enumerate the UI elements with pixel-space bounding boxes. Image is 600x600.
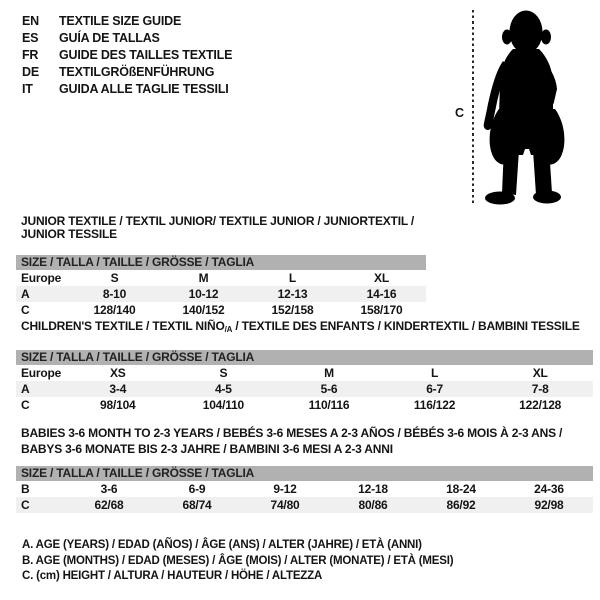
size-table-children	[16, 320, 593, 413]
row-cell: S	[110, 271, 119, 285]
footnote: C. (cm) HEIGHT / ALTURA / HAUTEUR / HÖHE / ALTEZZA	[22, 570, 323, 582]
row-cell: 128/140	[93, 303, 136, 317]
language-code: ES	[22, 31, 39, 45]
table-title-line	[21, 320, 593, 336]
row-cell: 4-5	[215, 382, 232, 396]
table-row	[16, 481, 593, 497]
language-code: IT	[22, 82, 33, 96]
row-label: C	[21, 303, 30, 317]
row-cell: 3-6	[100, 482, 118, 496]
table-title-text: JUNIOR TEXTILE / TEXTIL JUNIOR/ TEXTILE JUNIOR / JUNIORTEXTIL / JUNIOR TESSILE	[21, 214, 415, 241]
table-title-text: BABIES 3-6 MONTH TO 2-3 YEARS / BEBÉS 3-6 MESES A 2-3 AÑOS / BÉBÉS 3-6 MOIS À 2-3 ANS /	[21, 426, 563, 440]
language-row	[22, 47, 232, 64]
row-cell: L	[431, 366, 439, 380]
row-cell: 92/98	[534, 498, 564, 512]
language-title: GUIDA ALLE TAGLIE TESSILI	[59, 82, 229, 96]
row-label: Europe	[21, 271, 62, 285]
table-title-text: /A	[224, 325, 233, 334]
table-title	[16, 320, 593, 336]
language-row	[22, 64, 232, 81]
row-label: B	[21, 482, 30, 496]
row-cell: 74/80	[270, 498, 300, 512]
table-title-line	[21, 441, 593, 457]
height-dashed-line	[472, 10, 474, 206]
row-cell: 158/170	[360, 303, 403, 317]
row-cell: 104/110	[202, 398, 245, 412]
row-cell: L	[288, 271, 297, 285]
row-cell: 24-36	[534, 482, 564, 496]
row-cell: 12-13	[277, 287, 308, 301]
table-row	[16, 302, 426, 318]
language-title: TEXTILGRÖßENFÜHRUNG	[59, 65, 215, 79]
table-title-line	[21, 425, 593, 441]
row-label: Europe	[21, 366, 62, 380]
row-cell: 122/128	[519, 398, 562, 412]
table-title-line	[21, 215, 426, 241]
size-header-bar: SIZE / TALLA / TAILLE / GRÖSSE / TAGLIA	[16, 350, 593, 365]
language-title: TEXTILE SIZE GUIDE	[59, 14, 182, 28]
row-cell: 8-10	[102, 287, 127, 301]
table-row	[16, 365, 593, 381]
table-title-text: / TEXTILE DES ENFANTS / KINDERTEXTIL / BAMBINI TESSILE	[232, 319, 580, 333]
table-title-text: BABYS 3-6 MONATE BIS 2-3 JAHRE / BAMBINI 3-6 MESI A 2-3 ANNI	[21, 442, 393, 456]
row-cell: XS	[109, 366, 126, 380]
row-cell: 110/116	[308, 398, 350, 412]
table-row	[16, 270, 426, 286]
language-row	[22, 13, 232, 30]
row-cell: 12-18	[358, 482, 388, 496]
row-label: C	[21, 498, 30, 512]
row-cell: 62/68	[94, 498, 124, 512]
table-row	[16, 286, 426, 302]
row-cell: 80/86	[358, 498, 388, 512]
table-row	[16, 497, 593, 513]
row-cell: S	[219, 366, 228, 380]
row-cell: XL	[374, 271, 389, 285]
footnote: B. AGE (MONTHS) / EDAD (MESES) / ÂGE (MOIS) / ALTER (MONATE) / ETÀ (MESI)	[22, 554, 454, 567]
row-cell: 14-16	[366, 287, 397, 301]
row-label: A	[21, 382, 30, 396]
language-code: EN	[22, 14, 39, 28]
row-cell: 18-24	[446, 482, 476, 496]
footnote-list	[22, 538, 453, 585]
language-title: GUIDE DES TAILLES TEXTILE	[59, 48, 233, 62]
row-cell: 68/74	[182, 498, 212, 512]
footnote: A. AGE (YEARS) / EDAD (AÑOS) / ÂGE (ANS) / ALTER (JAHRE) / ETÀ (ANNI)	[22, 539, 422, 551]
size-header-bar: SIZE / TALLA / TAILLE / GRÖSSE / TAGLIA	[16, 466, 593, 481]
row-cell: 3-4	[109, 382, 127, 396]
row-label: A	[21, 287, 30, 301]
table-title	[16, 215, 426, 241]
row-cell: 98/104	[100, 398, 136, 412]
size-table-junior	[16, 215, 426, 318]
table-row	[16, 381, 593, 397]
row-cell: 7-8	[531, 382, 549, 396]
language-row	[22, 81, 232, 98]
row-cell: 9-12	[273, 482, 297, 496]
row-cell: 5-6	[320, 382, 338, 396]
table-row	[16, 397, 593, 413]
table-title	[16, 425, 593, 457]
size-table-babies	[16, 425, 593, 513]
row-cell: 140/152	[182, 303, 225, 317]
row-cell: XL	[532, 366, 548, 380]
table-title-text: CHILDREN'S TEXTILE / TEXTIL NIÑO	[21, 319, 225, 333]
language-code: FR	[22, 48, 39, 62]
row-cell: M	[198, 271, 209, 285]
row-cell: 10-12	[188, 287, 219, 301]
language-title: GUÍA DE TALLAS	[59, 31, 160, 45]
language-code: DE	[22, 65, 39, 79]
row-cell: M	[324, 366, 334, 380]
row-label: C	[21, 398, 30, 412]
height-marker-label: C	[455, 106, 465, 120]
row-cell: 116/122	[413, 398, 456, 412]
baby-silhouette-icon	[483, 9, 571, 209]
language-row	[22, 30, 232, 47]
row-cell: 6-9	[188, 482, 206, 496]
language-list	[22, 13, 232, 98]
row-cell: 86/92	[446, 498, 476, 512]
row-cell: 6-7	[426, 382, 443, 396]
row-cell: 152/158	[271, 303, 314, 317]
size-header-bar: SIZE / TALLA / TAILLE / GRÖSSE / TAGLIA	[16, 255, 426, 270]
